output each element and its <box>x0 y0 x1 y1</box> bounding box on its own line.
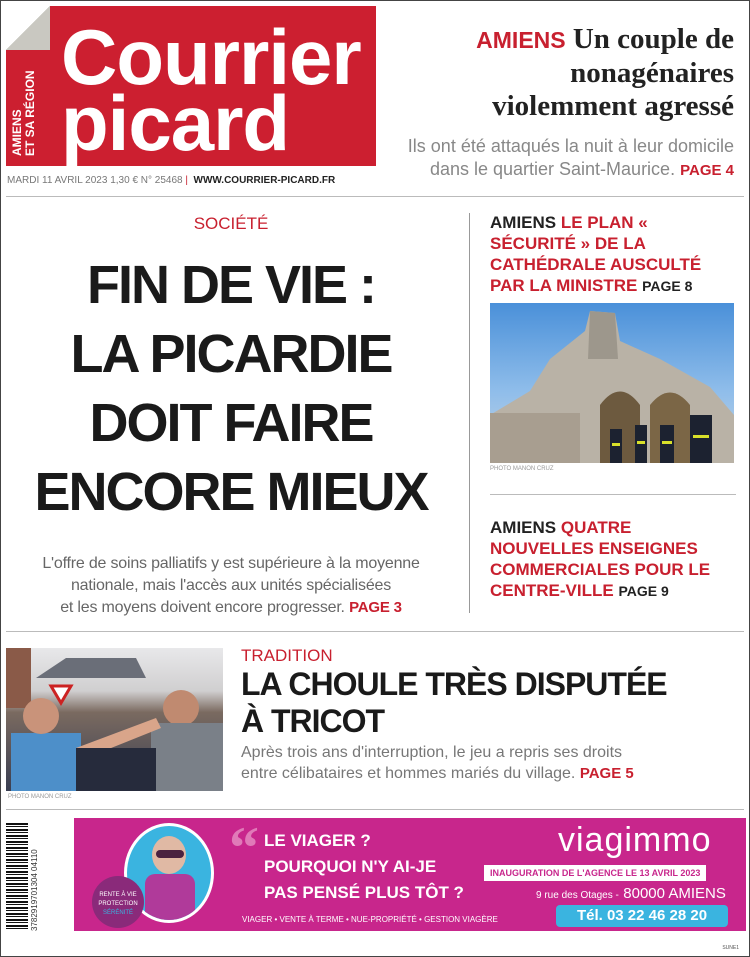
lead-kicker: SOCIÉTÉ <box>193 214 269 233</box>
page-ref[interactable]: PAGE 4 <box>680 162 734 179</box>
top-story-headline[interactable] <box>476 23 734 123</box>
right-story-2-headline[interactable] <box>490 517 736 602</box>
logo-region <box>11 46 37 156</box>
divider <box>490 494 736 495</box>
divider <box>6 809 744 810</box>
top-story-kicker: AMIENS <box>476 27 566 53</box>
badge-line: RENTE À VIE <box>99 892 137 898</box>
quote-open-icon: “ <box>229 815 259 881</box>
headline-line: FIN DE VIE : <box>86 255 376 315</box>
date-price: MARDI 11 AVRIL 2023 1,30 € N° 25468 <box>7 175 183 186</box>
ad-inauguration: INAUGURATION DE L'AGENCE LE 13 AVRIL 2023 <box>484 865 706 881</box>
website-link[interactable]: WWW.COURRIER-PICARD.FR <box>193 175 336 186</box>
ad-line: PAS PENSÉ PLUS TÔT ? <box>264 883 464 902</box>
region-line2: ET SA RÉGION <box>23 70 37 156</box>
barcode-number: 3782919701304 04110 <box>30 849 39 931</box>
headline-line: QUATRE NOUVELLES <box>490 518 632 558</box>
headline-line: PAR LA MINISTRE <box>490 276 638 295</box>
summary-line: entre célibataires et hommes mariés du village. <box>241 765 576 782</box>
ad-address <box>536 885 726 903</box>
summary-line: Ils ont été attaqués la nuit à leur domicile <box>407 136 734 156</box>
ad-brand-logo: viagimmo <box>558 821 712 859</box>
address-city: 80000 AMIENS <box>623 885 726 902</box>
bottom-story-summary <box>241 742 746 784</box>
summary-line: nationale, mais l'accès aux unités spécialisées <box>70 577 392 594</box>
headline-line: DOIT FAIRE <box>89 393 373 453</box>
masthead-logo <box>6 6 376 166</box>
summary-line: Après trois ans d'interruption, le jeu a repris ses droits <box>241 744 623 761</box>
column-divider <box>469 213 470 613</box>
lead-headline[interactable] <box>1 251 461 527</box>
right-column <box>490 212 736 602</box>
headline-line: ENSEIGNES COMMERCIALES <box>490 539 698 579</box>
address-street: 9 rue des Otages - <box>536 890 619 901</box>
headline-line: LE PLAN « SÉCURITÉ » <box>490 213 648 253</box>
choule-photo <box>6 648 223 791</box>
logo-word-picard: picard <box>61 79 290 167</box>
headline-line: POUR LE CENTRE-VILLE <box>490 560 711 600</box>
kicker: AMIENS <box>490 518 557 537</box>
ad-phone[interactable]: Tél. 03 22 46 28 20 <box>556 905 728 927</box>
page-ref[interactable]: PAGE 5 <box>579 765 634 782</box>
page-ref: PAGE 8 <box>642 278 693 294</box>
page-ref[interactable]: PAGE 3 <box>349 599 402 616</box>
top-story-summary <box>408 135 734 182</box>
headline-line: nonagénaires <box>570 57 734 89</box>
lead-summary <box>1 553 461 619</box>
cathedral-photo <box>490 303 734 463</box>
footer-code: SUNE1 <box>722 945 739 951</box>
dateline: MARDI 11 AVRIL 2023 1,30 € N° 25468 | WWW.COURRIER-PICARD.FR <box>7 175 336 186</box>
headline-line: ENCORE MIEUX <box>34 462 428 522</box>
cathedral-illustration <box>490 303 734 463</box>
divider <box>6 631 744 632</box>
page-ref: PAGE 9 <box>618 583 669 599</box>
headline-line: LA CHOULE TRÈS DISPUTÉE <box>241 666 667 702</box>
ad-question <box>264 828 464 906</box>
ad-badge <box>92 876 144 928</box>
logo-fold <box>6 6 50 50</box>
bottom-story-headline[interactable] <box>241 666 746 740</box>
viagimmo-advertisement[interactable] <box>74 815 746 931</box>
region-line1: AMIENS <box>10 109 24 156</box>
bottom-kicker: TRADITION <box>241 646 333 665</box>
badge-line: SÉRÉNITÉ <box>102 910 133 916</box>
ad-line: POURQUOI N'Y AI-JE <box>264 857 437 876</box>
crowd-illustration <box>6 648 223 791</box>
ad-services: VIAGER • VENTE À TERME • NUE-PROPRIÉTÉ • GESTION VIAGÈRE <box>242 915 498 924</box>
badge-line: PROTECTION <box>98 901 138 907</box>
headline-line: violemment agressé <box>492 90 734 122</box>
summary-line: dans le quartier Saint-Maurice. <box>429 159 676 179</box>
headline-line: Un couple de <box>572 23 734 55</box>
bottom-story <box>241 645 746 784</box>
headline-line: LA PICARDIE <box>70 324 392 384</box>
logo-word-courrier: Courrier <box>61 13 361 101</box>
headline-line: DE LA CATHÉDRALE AUSCULTÉ <box>490 234 702 274</box>
photo-credit: PHOTO MANON CRUZ <box>8 794 72 800</box>
divider <box>6 196 744 197</box>
kicker: AMIENS <box>490 213 557 232</box>
headline-line: À TRICOT <box>241 703 385 739</box>
barcode <box>6 823 28 931</box>
summary-line: L'offre de soins palliatifs y est supérieure à la moyenne <box>42 555 420 572</box>
ad-line: LE VIAGER ? <box>264 831 371 850</box>
right-story-1-headline[interactable] <box>490 212 736 297</box>
photo-credit: PHOTO MANON CRUZ <box>490 466 554 472</box>
summary-line: et les moyens doivent encore progresser. <box>60 599 345 616</box>
